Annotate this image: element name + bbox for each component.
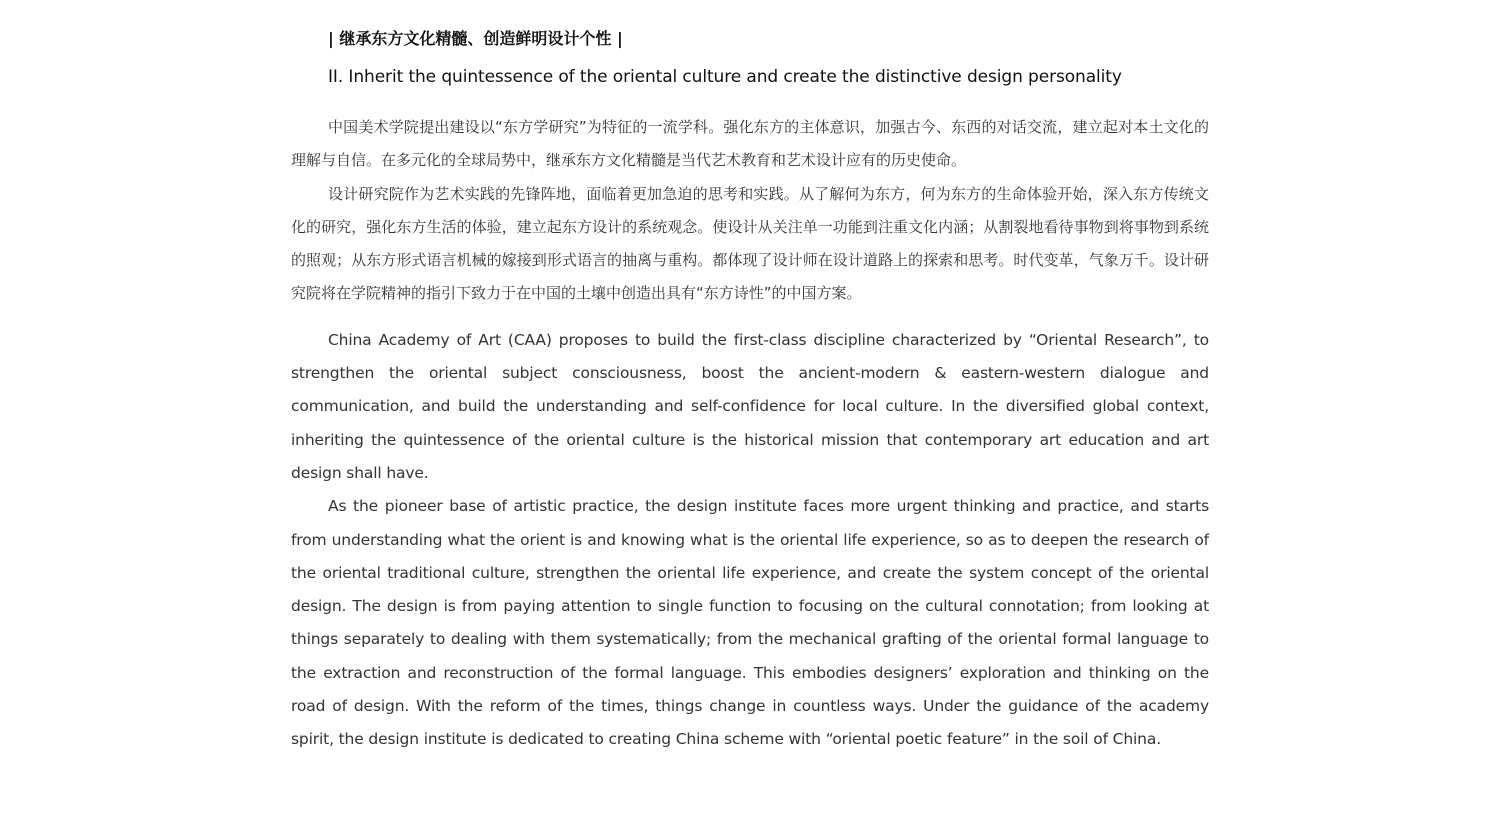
english-section-heading: II. Inherit the quintessence of the oriental culture and create the distinctive design personality	[328, 67, 1122, 87]
english-paragraph: China Academy of Art (CAA) proposes to build the first-class discipline characterized by “Oriental Research”, to strengthen the oriental subject consciousness, boost the ancient-modern & eastern-western dialogue and communication, and build the understanding and self-confidence for local culture. In the diversified global context, inheriting the quintessence of the oriental culture is the historical mission that contemporary art education and art design shall have.	[291, 330, 1209, 482]
english-paragraph: As the pioneer base of artistic practice, the design institute faces more urgent thinking and practice, and starts from understanding what the orient is and knowing what is the oriental life experience, so as to deepen the research of the oriental traditional culture, strengthen the oriental life experience, and create the system concept of the oriental design. The design is from paying attention to single function to focusing on the cultural connotation; from looking at things separately to dealing with them systematically; from the mechanical grafting of the oriental formal language to the extraction and reconstruction of the formal language. This embodies designers’ exploration and thinking on the road of design. With the reform of the times, things change in countless ways. Under the guidance of the academy spirit, the design institute is dedicated to creating China scheme with “oriental poetic feature” in the soil of China.	[291, 497, 1209, 749]
document-page	[291, 26, 1209, 757]
english-text-block	[291, 324, 1209, 757]
chinese-text-block	[291, 111, 1209, 311]
chinese-section-heading: | 继承东方文化精髓、创造鲜明设计个性 |	[328, 29, 623, 48]
chinese-paragraph: 设计研究院作为艺术实践的先锋阵地，面临着更加急迫的思考和实践。从了解何为东方，何为东方的生命体验开始，深入东方传统文化的研究，强化东方生活的体验，建立起东方设计的系统观念。使设计从关注单一功能到注重文化内涵；从割裂地看待事物到将事物到系统的照观；从东方形式语言机械的嫁接到形式语言的抽离与重构。都体现了设计师在设计道路上的探索和思考。时代变革，气象万千。设计研究院将在学院精神的指引下致力于在中国的土壤中创造出具有“东方诗性”的中国方案。	[291, 184, 1209, 303]
chinese-paragraph: 中国美术学院提出建设以“东方学研究”为特征的一流学科。强化东方的主体意识，加强古今、东西的对话交流，建立起对本土文化的理解与自信。在多元化的全球局势中，继承东方文化精髓是当代艺术教育和艺术设计应有的历史使命。	[291, 118, 1209, 170]
